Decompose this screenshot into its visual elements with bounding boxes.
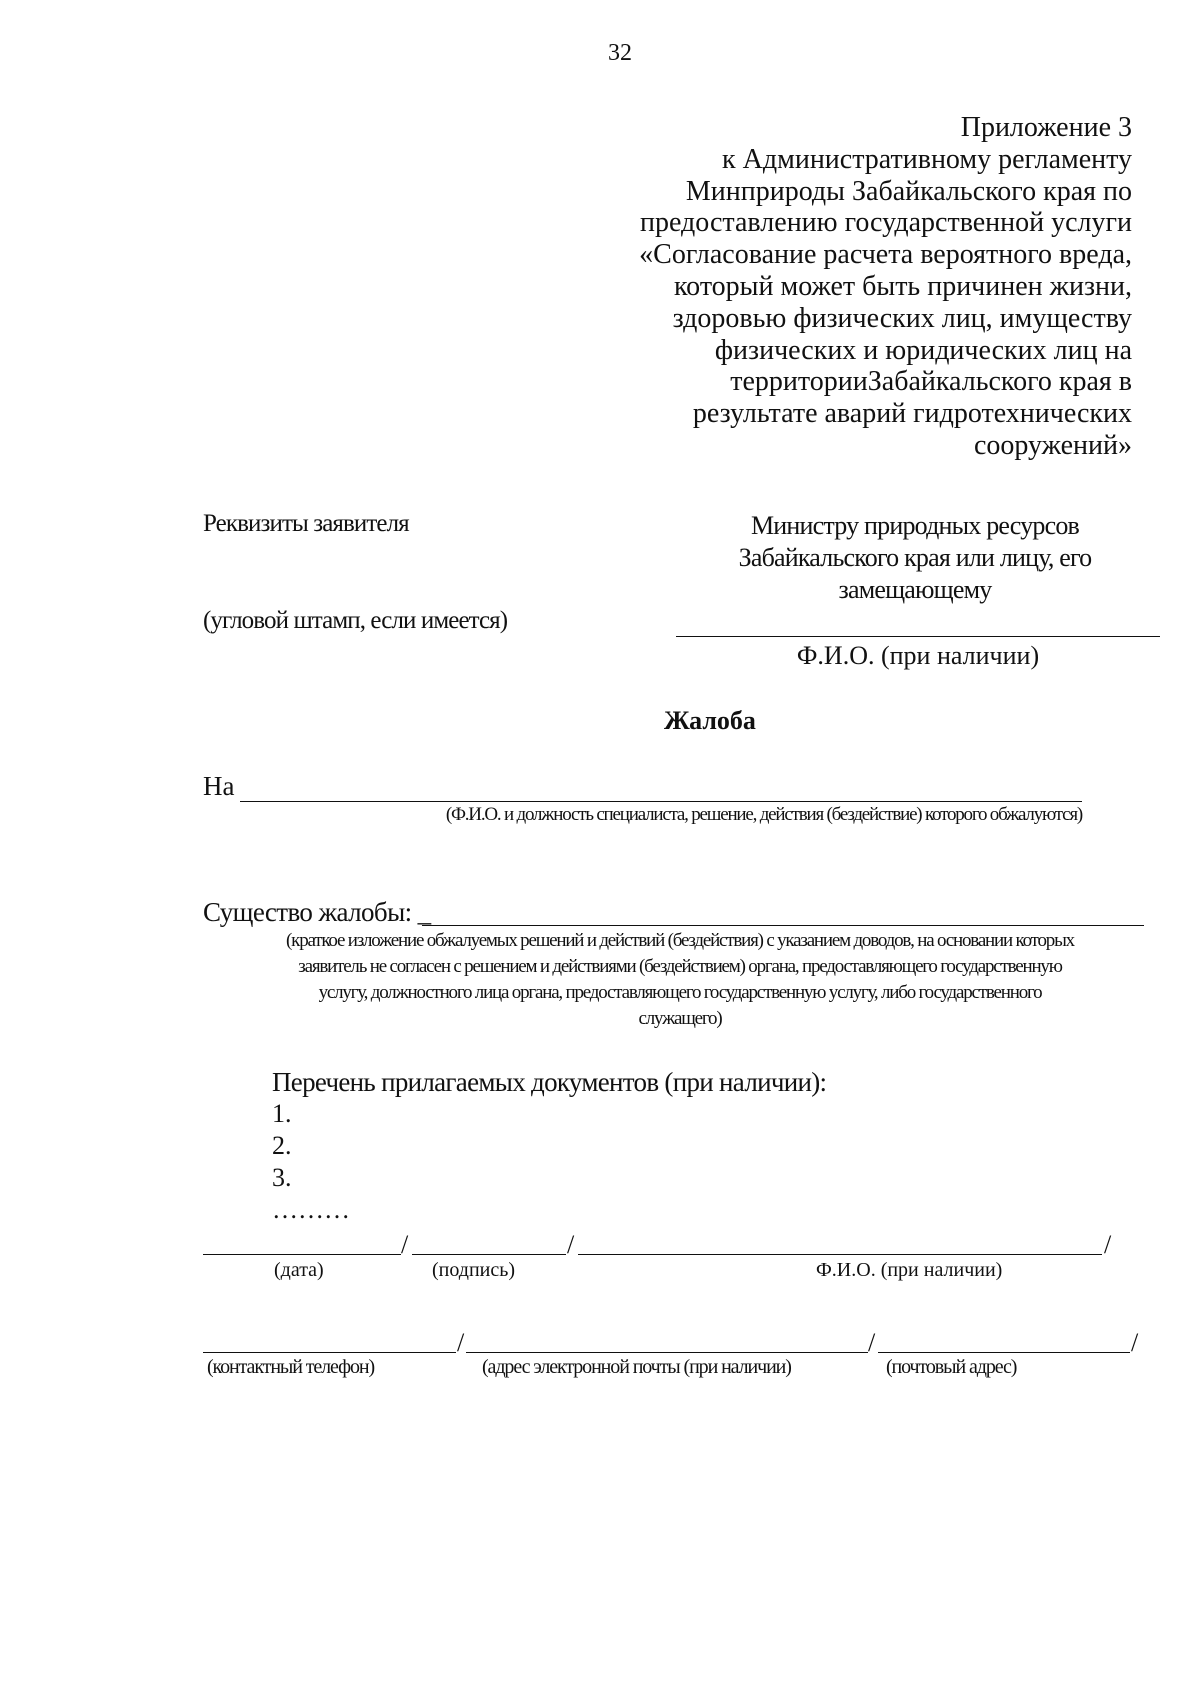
on-whom-label: На — [203, 771, 235, 801]
appendix-line: к Административному регламенту — [722, 143, 1132, 175]
appendix-line: физических и юридических лиц на — [714, 334, 1132, 366]
appendix-line: сооружений» — [973, 429, 1132, 461]
signer-fio-caption: Ф.И.О. (при наличии) — [816, 1259, 1003, 1281]
addressee-fio-field[interactable] — [676, 636, 1160, 637]
email-field[interactable] — [466, 1352, 868, 1353]
separator-slash: / — [1104, 1230, 1112, 1259]
complaint-essence-field[interactable] — [422, 925, 1144, 926]
attachment-item: ……… — [272, 1195, 350, 1224]
essence-caption-line: (краткое изложение обжалуемых решений и действий (бездействия) с указанием доводов, на основании которых — [286, 930, 1074, 951]
phone-field[interactable] — [203, 1352, 456, 1353]
email-caption: (адрес электронной почты (при наличии) — [482, 1356, 791, 1378]
appendix-line: здоровью физических лиц, имуществу — [672, 302, 1132, 334]
addressee-line: замещающему — [838, 575, 992, 604]
appendix-line: результате аварий гидротехнических — [692, 398, 1132, 430]
separator-slash: / — [868, 1328, 876, 1357]
postal-address-caption: (почтовый адрес) — [886, 1356, 1017, 1378]
signature-field[interactable] — [412, 1254, 566, 1255]
separator-slash: / — [457, 1328, 465, 1357]
complaint-essence-label: Существо жалобы: _ — [203, 897, 431, 927]
addressee-line: Министру природных ресурсов — [750, 511, 1080, 540]
applicant-requisites-label: Реквизиты заявителя — [203, 510, 409, 537]
separator-slash: / — [401, 1230, 409, 1259]
addressee-line: Забайкальского края или лицу, его — [738, 543, 1092, 572]
signer-fio-field[interactable] — [578, 1254, 1102, 1255]
phone-caption: (контактный телефон) — [207, 1356, 375, 1378]
signature-caption: (подпись) — [432, 1259, 516, 1281]
separator-slash: / — [567, 1230, 575, 1259]
appendix-header — [512, 112, 1132, 462]
appendix-line: Приложение 3 — [960, 112, 1132, 143]
date-caption: (дата) — [274, 1259, 324, 1281]
document-title: Жалоба — [664, 706, 756, 735]
appendix-line: Минприроды Забайкальского края по — [685, 175, 1132, 207]
attachments-list — [272, 1098, 350, 1226]
essence-caption-line: услугу, должностного лица органа, предоставляющего государственную услугу, либо государственного — [318, 982, 1042, 1003]
attachment-item: 2. — [272, 1131, 292, 1160]
complaint-essence-caption — [190, 928, 1170, 1032]
date-field[interactable] — [203, 1254, 401, 1255]
appendix-line: «Согласование расчета вероятного вреда, — [639, 239, 1132, 271]
addressee-fio-caption: Ф.И.О. (при наличии) — [796, 641, 1040, 670]
page-number: 32 — [608, 40, 632, 66]
corner-stamp-label: (угловой штамп, если имеется) — [203, 607, 508, 634]
appendix-line: территорииЗабайкальского края в — [730, 366, 1132, 398]
attachment-item: 3. — [272, 1163, 292, 1192]
attachments-title: Перечень прилагаемых документов (при наличии): — [272, 1067, 827, 1097]
appendix-line: который может быть причинен жизни, — [674, 270, 1132, 302]
attachment-item: 1. — [272, 1099, 292, 1128]
addressee-block — [680, 510, 1150, 606]
separator-slash: / — [1131, 1328, 1139, 1357]
on-whom-field[interactable] — [240, 801, 1082, 802]
appendix-line: предоставлению государственной услуги — [640, 207, 1132, 239]
on-whom-caption: (Ф.И.О. и должность специалиста, решение, действия (бездействие) которого обжалуются) — [445, 804, 1082, 825]
essence-caption-line: заявитель не согласен с решением и действиями (бездействием) органа, предоставляющего государственную — [298, 956, 1062, 977]
essence-caption-line: служащего) — [638, 1008, 722, 1029]
postal-address-field[interactable] — [878, 1352, 1130, 1353]
